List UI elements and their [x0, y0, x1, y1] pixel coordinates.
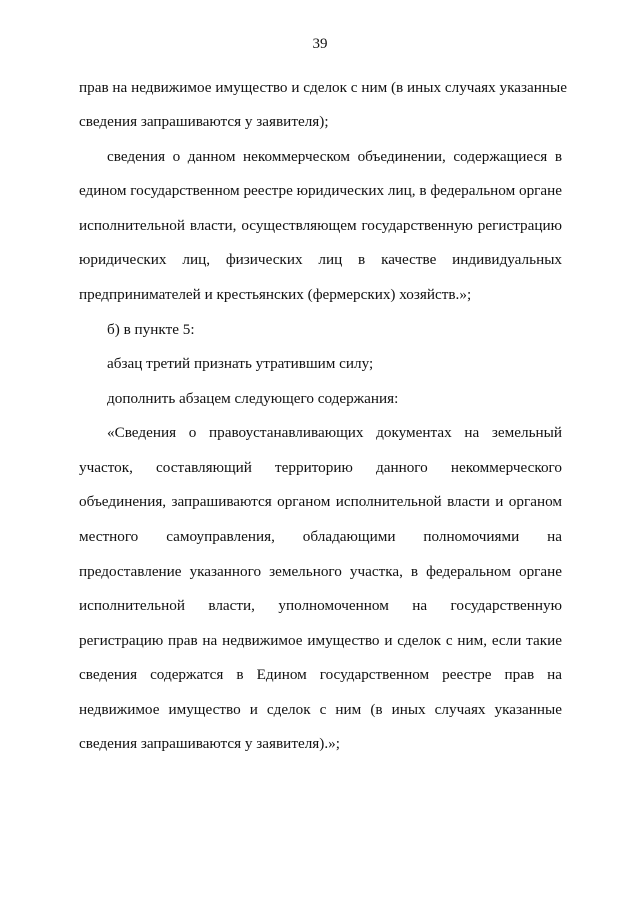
text-line: б) в пункте 5: [107, 321, 195, 338]
text-line: сведения содержатся в Едином государственном реестре прав на [79, 666, 562, 683]
text-line: сведения о данном некоммерческом объединении, содержащиеся в [107, 148, 562, 165]
text-line: недвижимое имущество и сделок с ним (в иных случаях указанные [79, 701, 562, 718]
text-line: местного самоуправления, обладающими полномочиями на [79, 528, 562, 545]
page-number: 39 [312, 36, 328, 52]
text-line: сведения запрашиваются у заявителя).»; [79, 735, 340, 752]
text-line: дополнить абзацем следующего содержания: [107, 390, 399, 407]
text-line: исполнительной власти, уполномоченном на государственную [79, 597, 562, 614]
text-line: сведения запрашиваются у заявителя); [79, 113, 329, 130]
text-line: абзац третий признать утратившим силу; [107, 355, 374, 372]
text-line: объединения, запрашиваются органом исполнительной власти и органом [79, 493, 562, 510]
text-line: участок, составляющий территорию данного некоммерческого [79, 459, 562, 476]
text-line: предпринимателей и крестьянских (фермерских) хозяйств.»; [79, 286, 472, 303]
text-line: прав на недвижимое имущество и сделок с ним (в иных случаях указанные [79, 79, 567, 96]
text-line: предоставление указанного земельного участка, в федеральном органе [79, 563, 562, 580]
text-line: исполнительной власти, осуществляющем государственную регистрацию [79, 217, 562, 234]
text-line: едином государственном реестре юридических лиц, в федеральном органе [79, 182, 563, 199]
text-line: «Сведения о правоустанавливающих документах на земельный [107, 424, 562, 441]
text-line: регистрацию прав на недвижимое имущество и сделок с ним, если такие [79, 632, 562, 649]
text-line: юридических лиц, физических лиц в качестве индивидуальных [79, 251, 562, 268]
